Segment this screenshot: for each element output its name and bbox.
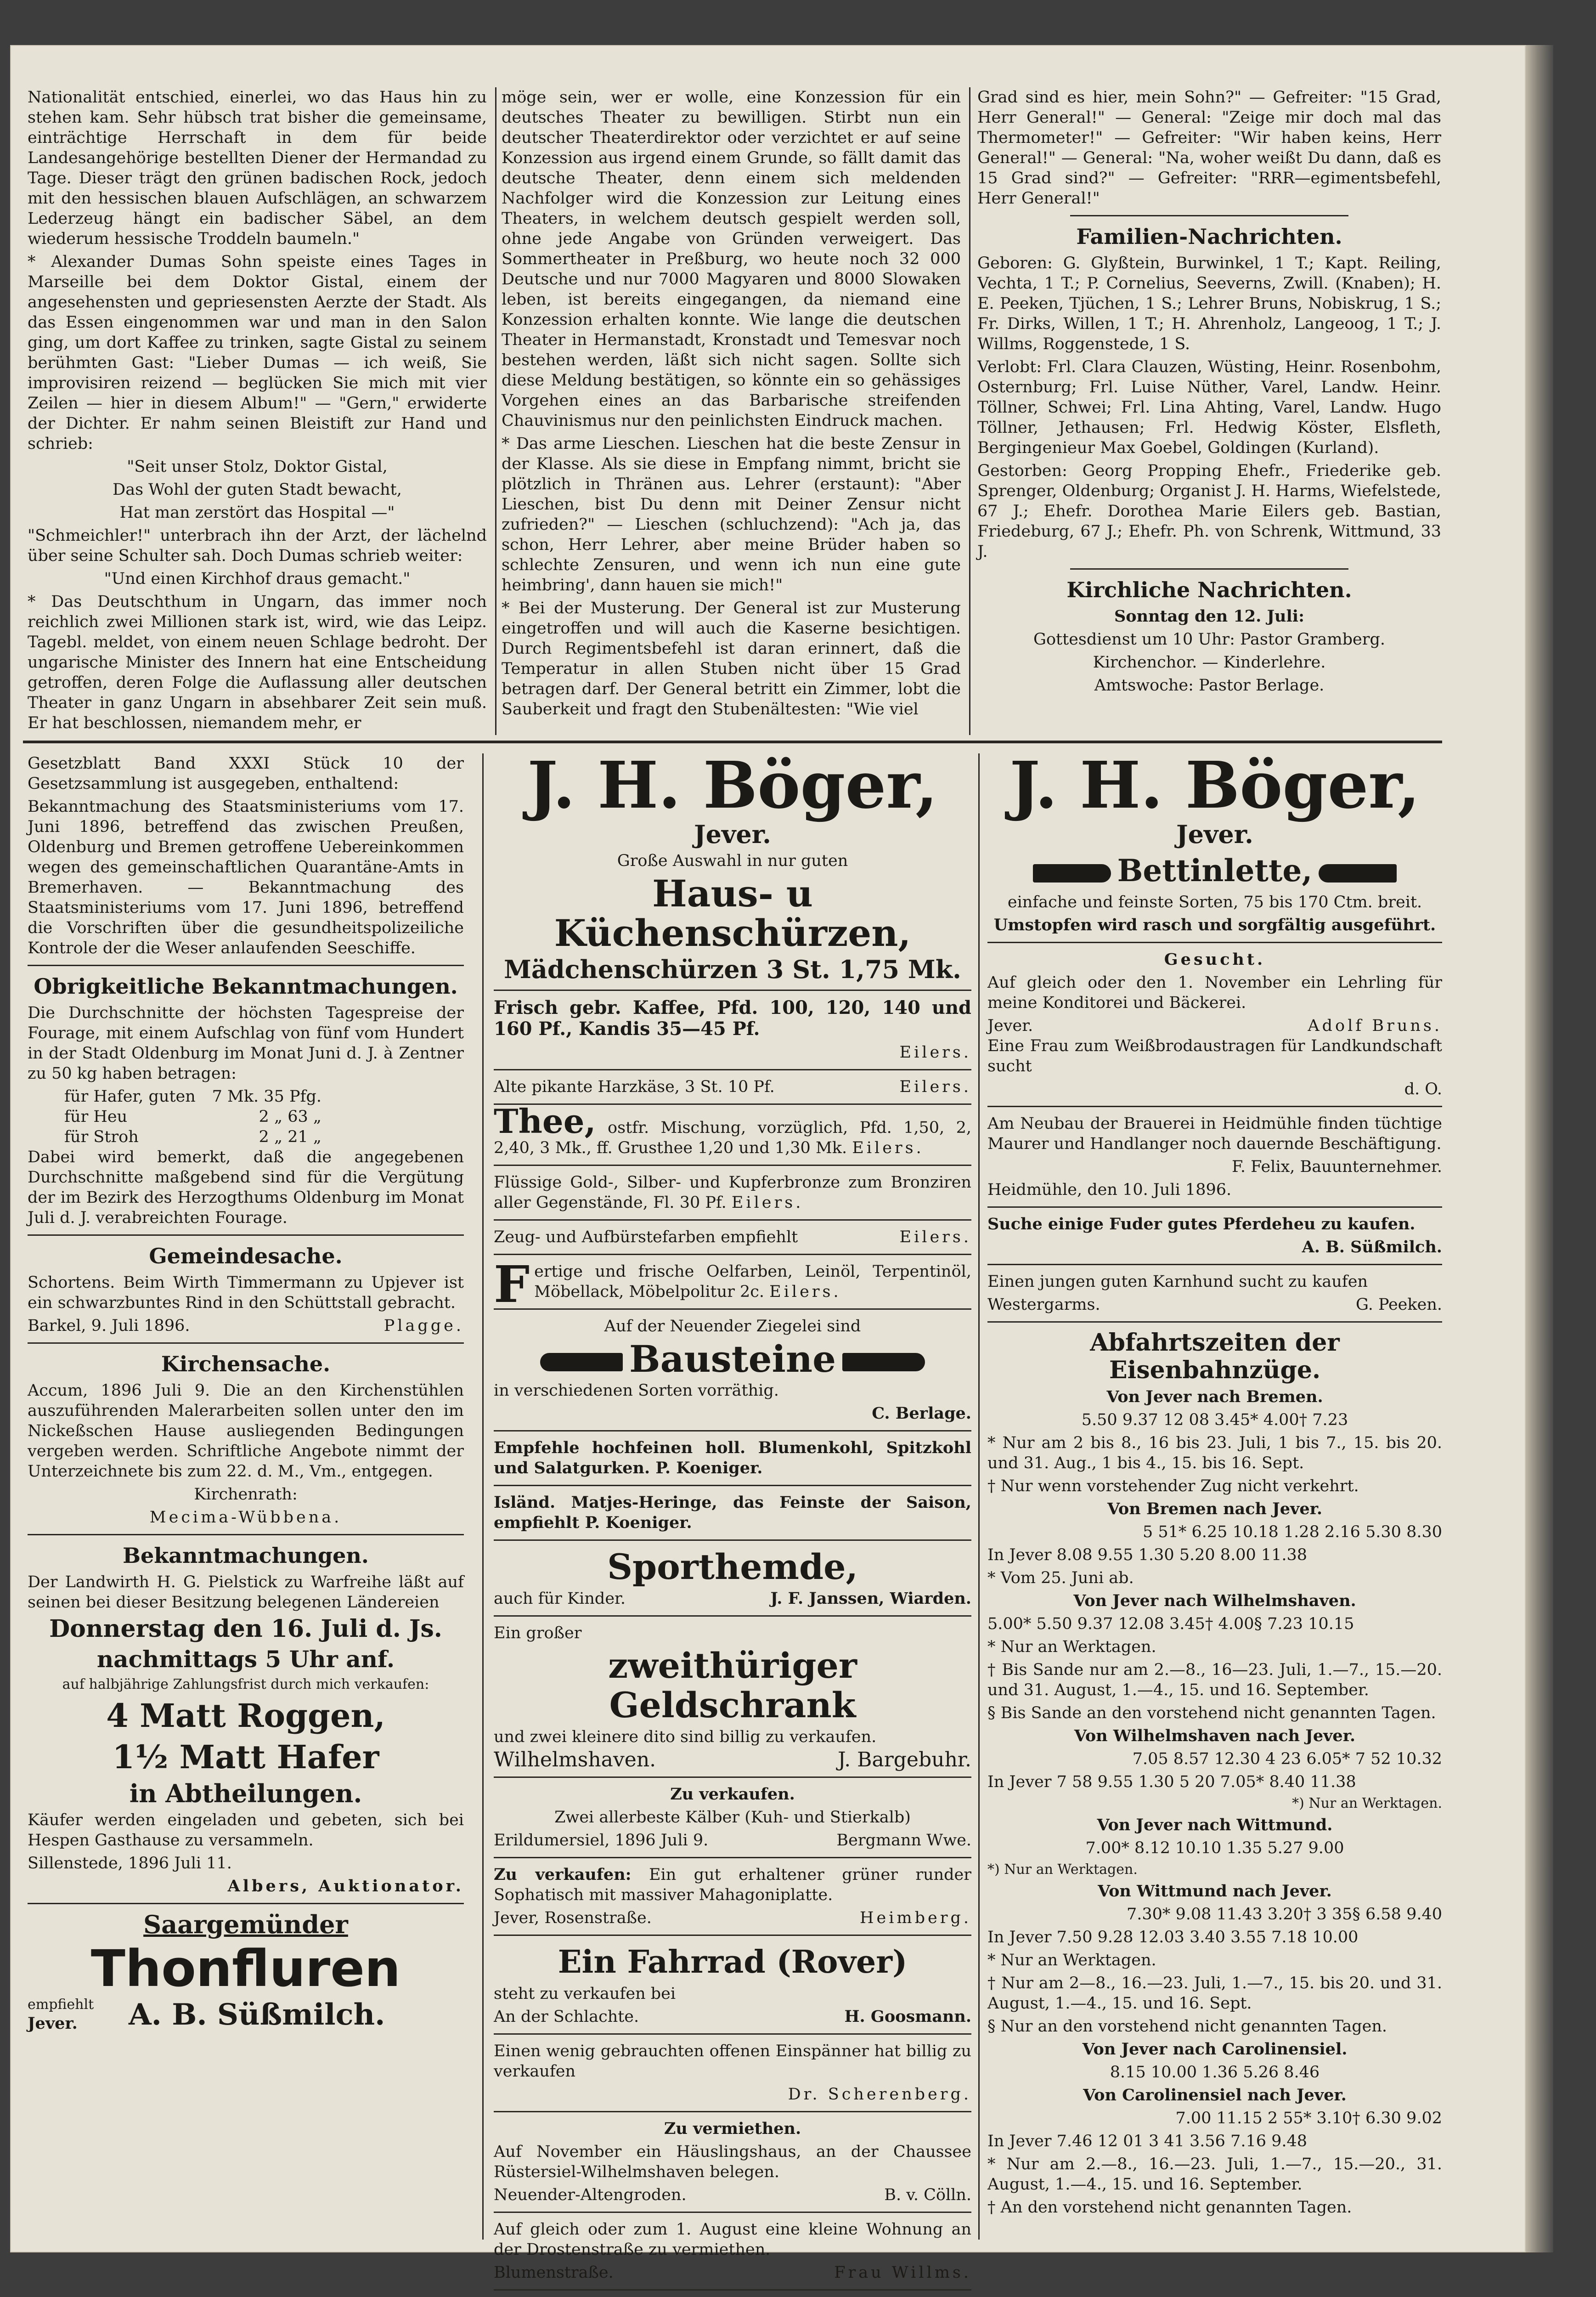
times: 5 51* 6.25 10.18 1.28 2.16 5.30 8.30	[1142, 1523, 1442, 1541]
divider	[494, 1539, 971, 1541]
official-notices-title: Obrigkeitliche Bekanntmachungen.	[34, 974, 458, 999]
bicycle-sign-row: An der Schlachte. H. Goosmann.	[494, 2007, 971, 2026]
church-news-title: Kirchliche Nachrichten.	[1066, 577, 1352, 602]
note: † Bis Sande nur am 2.—8., 16—23. Juli, 1.—7., 15.—20. und 31. August, 1.—4., 15. und 16. September.	[987, 1661, 1442, 1699]
column-divider	[969, 87, 970, 735]
times: 7.05 8.57 12.30 4 23 6.05* 7 52 10.32	[1132, 1750, 1442, 1768]
fodder-price-list	[28, 1086, 321, 1147]
divider	[494, 2033, 971, 2035]
bronze-ad: Flüssige Gold-, Silber- und Kupferbronze zum Bronziren aller Gegenstände, Fl. 30 Pf. Eilers.	[494, 1173, 971, 1212]
article-dumas-cont: "Schmeichler!" unterbrach ihn der Arzt, der lächelnd über seine Schulter sah. Doch Dumas schrieb weiter:	[28, 526, 487, 565]
article-dumas: * Alexander Dumas Sohn speiste eines Tages in Marseille bei dem Doktor Gistal, einem der angesehensten und gepriesensten Aerzte der Stadt. Als das Essen eingenommen war und man in den Salon ging, um dort Kaffee zu trinken, sagte Gistal zu seinem berühmten Gast: "Lieber Dumas — ich weiß, Sie improvisiren reizend — beglücken Sie mich mit vier Zeilen — hier in diesem Album!" — "Gern," erwiderte der Dichter. Er nahm seinen Bleistift zur Hand und schrieb:	[28, 253, 487, 453]
divider	[494, 2111, 971, 2112]
paint-ad: Fertige und frische Oelfarben, Leinöl, Terpentinöl, Möbellack, Möbelpolitur 2c. Eilers.	[494, 1255, 971, 1314]
auction-time: nachmittags 5 Uhr anf.	[96, 1646, 395, 1673]
route-jever-bremen: Von Jever nach Bremen.	[1106, 1387, 1323, 1406]
safe-heading: zweithüriger Geldschrank	[608, 1645, 857, 1726]
church-line-2: Kirchenchor. — Kinderlehre.	[1093, 653, 1326, 672]
auctioneer-sign: Albers, Auktionator.	[227, 1877, 464, 1895]
bicycle-body: steht zu verkaufen bei	[494, 1985, 676, 2003]
sport-shirts-row: auch für Kinder. J. F. Janssen, Wiarden.	[494, 1589, 971, 1608]
saargemuend-heading: Saargemünder	[143, 1910, 348, 1939]
dye-row: Zeug- und Aufbürstefarben empfiehlt Eilers.	[494, 1228, 971, 1246]
official-notices-body: Die Durchschnitte der höchsten Tagespreise der Fourage, mit einem Aufschlag von fünf vom Hundert in der Stadt Oldenburg im Monat Juni d. J. à Zentner zu 50 kg haben betragen:	[28, 1004, 464, 1083]
apprentice-ad: Auf gleich oder den 1. November ein Lehrling für meine Konditorei und Bäckerei.	[987, 973, 1442, 1012]
brewery-place: Heidmühle, den 10. Juli 1896.	[987, 1181, 1232, 1199]
church-council: Kirchenrath:	[194, 1485, 298, 1504]
tea-ad: Thee, ostfr. Mischung, vorzüglich, Pfd. 1,50, 2, 2,40, 3 Mk., ff. Grusthee 1,20 und 1,30 Mk. Eilers.	[494, 1102, 971, 1157]
divider	[494, 1219, 971, 1221]
route-jever-wittmund: Von Jever nach Wittmund.	[1097, 1816, 1333, 1834]
rye-lot: 4 Matt Roggen,	[106, 1697, 385, 1735]
divider	[494, 1776, 971, 1778]
arrival-times: In Jever 7.46 12 01 3 41 3.56 7.16 9.48	[987, 2132, 1308, 2150]
tiles-heading: Thonfluren	[90, 1939, 401, 1998]
note: † Nur am 2—8., 16.—23. Juli, 1.—7., 15. bis 20. und 31. August, 1.—4., 15. und 16. Sept.	[987, 1974, 1442, 2013]
divider	[494, 1485, 971, 1486]
article-theater: möge sein, wer er wolle, eine Konzession für ein deutsches Theater zu bewilligen. Stirbt nun ein deutscher Theaterdirektor oder verzichtet er auf seine Konzession aus irgend einem Grunde, so fällt damit das deutsche Theater, denn einem sich meldenden Nachfolger wird die Konzession zur Leitung eines Theaters, in welchem deutsch gespielt werden soll, ohne jede Angabe von Gründen verweigert. Das Sommertheater in Preßburg, wo heute noch 32 000 Deutsche und nur 7000 Magyaren und 8000 Slowaken leben, ist bereits eingegangen, da niemand eine Konzession erhalten konnte. Wie lange die deutschen Theater in Hermanstadt, Kronstadt und Temesvar noch bestehen werden, läßt sich nicht sagen. Sollte sich diese Meldung bestätigen, so könnte ein so gehässiges Vorgehen eines an das Barbarische streifenden Chauvinismus nur den peinlichsten Eindruck machen.	[502, 88, 961, 430]
divider	[494, 2289, 971, 2291]
auction-place: Sillenstede, 1896 Juli 11.	[28, 1854, 232, 1873]
hay-ad: Suche einige Fuder gutes Pferdeheu zu kaufen.	[987, 1215, 1416, 1233]
flat-ad: Auf gleich oder zum 1. August eine kleine Wohnung an der Drostenstraße zu vermiethen.	[494, 2220, 971, 2259]
divider	[494, 1069, 971, 1070]
announcements-title: Bekanntmachungen.	[123, 1543, 369, 1568]
boeger-town: Jever.	[694, 820, 771, 849]
carriage-ad: Einen wenig gebrauchten offenen Einspänner hat billig zu verkaufen	[494, 2042, 971, 2081]
note: † An den vorstehend nicht genannten Tagen.	[987, 2198, 1352, 2217]
column-divider	[495, 87, 496, 735]
ticking-body: einfache und feinste Sorten, 75 bis 170 Ctm. breit.	[1007, 893, 1422, 911]
community-sign-row: Barkel, 9. Juli 1896. Plagge.	[28, 1317, 464, 1335]
times: 5.50 9.37 12 08 3.45* 4.00† 7.23	[1081, 1411, 1348, 1429]
church-matter-title: Kirchensache.	[161, 1352, 331, 1376]
notices-column	[28, 753, 464, 2242]
bricks-seller: C. Berlage.	[872, 1404, 971, 1423]
coffee-ad: Frisch gebr. Kaffee, Pfd. 100, 120, 140 und 160 Pf., Kandis 35—45 Pf.	[494, 997, 971, 1040]
calves-title: Zu verkaufen.	[670, 1785, 795, 1804]
calves-sign-row: Erildumersiel, 1896 Juli 9. Bergmann Wwe.	[494, 1831, 971, 1850]
divider	[28, 1342, 464, 1344]
note: * Nur an Werktagen.	[987, 1951, 1156, 1969]
bread-ad: Eine Frau zum Weißbrodaustragen für Landkundschaft sucht	[987, 1037, 1442, 1075]
route-wilhelmshaven-jever: Von Wilhelmshaven nach Jever.	[1074, 1726, 1356, 1745]
price-row: für Hafer, guten 7 Mk. 35 Pfg.	[64, 1087, 321, 1106]
carriage-sign: Dr. Scherenberg.	[788, 2085, 971, 2104]
times: 7.00* 8.12 10.10 1.35 5.27 9.00	[1085, 1839, 1344, 1857]
auction-divisions: in Abtheilungen.	[129, 1779, 362, 1808]
top-column-3	[977, 87, 1441, 735]
auction-date: Donnerstag den 16. Juli d. Js.	[49, 1615, 442, 1643]
boeger-town: Jever.	[1176, 820, 1253, 849]
community-title: Gemeindesache.	[149, 1244, 343, 1268]
law-gazette-intro: Gesetzblatt Band XXXI Stück 10 der Gesetzsammlung ist ausgegeben, enthaltend:	[28, 754, 464, 793]
divider	[28, 965, 464, 966]
ticking-heading: Bettinlette,	[987, 851, 1442, 890]
bread-sign: d. O.	[1404, 1080, 1442, 1098]
top-column-1	[28, 87, 487, 730]
divider	[494, 2212, 971, 2213]
dog-sign-row: Westergarms. G. Peeken.	[987, 1296, 1442, 1314]
divider	[494, 990, 971, 991]
poem-line-3: Hat man zerstört das Hospital —"	[119, 504, 395, 522]
divider	[1070, 568, 1348, 570]
divider	[987, 1106, 1442, 1107]
times: 7.00 11.15 2 55* 3.10† 6.30 9.02	[1175, 2109, 1442, 2127]
town-label: Jever.	[28, 2014, 78, 2033]
article-musterung: * Bei der Musterung. Der General ist zur Musterung eingetroffen und will auch die Kaserne besichtigen. Durch Regimentsbefehl ist daran erinnert, daß die Temperatur in allen Stuben nicht über 15 Grad betragen darf. Der General betritt ein Zimmer, lobt die Sauberkeit und fragt den Stubenältesten: "Wie viel	[502, 599, 961, 719]
route-jever-carolinensiel: Von Jever nach Carolinensiel.	[1082, 2040, 1348, 2059]
note: † Nur wenn vorstehender Zug nicht verkehrt.	[987, 1477, 1359, 1495]
note: § Nur an den vorstehend nicht genannten Tagen.	[987, 2017, 1387, 2036]
oats-lot: 1½ Matt Hafer	[112, 1738, 379, 1776]
church-line-3: Amtswoche: Pastor Berlage.	[1094, 676, 1325, 695]
harz-row: Alte pikante Harzkäse, 3 St. 10 Pf. Eilers.	[494, 1078, 971, 1096]
divider	[28, 1534, 464, 1535]
column-divider	[978, 753, 980, 2240]
ads-column-right	[987, 748, 1442, 2242]
rent-title: Zu vermiethen.	[664, 2119, 801, 2138]
apprentice-sign-row: Jever. Adolf Bruns.	[987, 1017, 1442, 1035]
divider	[987, 942, 1442, 943]
divider	[28, 1903, 464, 1904]
times: 5.00* 5.50 9.37 12.08 3.45† 4.00§ 7.23 10.15	[987, 1615, 1354, 1633]
poem-line-4: "Und einen Kirchhof draus gemacht."	[104, 570, 411, 588]
arrival-times: In Jever 7.50 9.28 12.03 3.40 3.55 7.18 10.00	[987, 1928, 1359, 1946]
wanted-title: Gesucht.	[1164, 950, 1266, 969]
recommends-label: empfiehlt	[28, 1997, 94, 2013]
note: * Nur am 2 bis 8., 16 bis 23. Juli, 1 bis 7., 15. bis 20. und 31. Aug., 1 bis 4., 15. bis 16. Sept.	[987, 1434, 1442, 1472]
article-musterung-cont: Grad sind es hier, mein Sohn?" — Gefreiter: "15 Grad, Herr General!" — General: "Zeige mir doch mal das Thermometer!" — Gefreiter: "Wir haben keins, Herr General!" — General: "Na, woher weißt Du dann, daß es 15 Grad sind?" — Gefreiter: "RRR—egimentsbefehl, Herr General!"	[977, 88, 1441, 208]
rent-sign-row: Neuender-Altengroden. B. v. Cölln.	[494, 2186, 971, 2204]
bicycle-heading: Ein Fahrrad (Rover)	[558, 1944, 908, 1980]
family-engaged: Verlobt: Frl. Clara Clauzen, Wüsting, Heinr. Rosenbohm, Osternburg; Frl. Luise Nüther, Varel, Landw. Heinr. Töllner, Schwei; Frl. Lina Ahting, Varel, Landw. Hugo Töllner, Jethausen; Frl. Hedwig Köster, Elsfleth, Bergingenieur Max Goebel, Goldingen (Kurland).	[977, 358, 1441, 457]
pointing-hand-icon	[540, 1353, 623, 1371]
law-gazette-body: Bekanntmachung des Staatsministeriums vom 17. Juni 1896, betreffend das zwischen Preußen, Oldenburg und Bremen getroffene Uebereinkommen wegen des gemeinschaftlichen Quarantäne-Amts in Bremerhaven. — Bekanntmachung des Staatsministeriums vom 17. Juni 1896, betreffend die Vorschriften über die gesundheitspolizeiliche Kontrole der die Weser anlaufenden Seeschiffe.	[28, 798, 464, 957]
herring-ad: Isländ. Matjes-Heringe, das Feinste der Saison, empfiehlt P. Koeniger.	[494, 1493, 971, 1532]
church-matter-body: Accum, 1896 Juli 9. Die an den Kirchenstühlen auszuführenden Malerarbeiten sollen unter den im Nickeßschen Hause ausliegenden Bedingungen vergeben werden. Schriftliche Angebote nimmt der Unterzeichnete bis zum 22. d. M., Vm., entgegen.	[28, 1381, 464, 1481]
cauliflower-ad: Empfehle hochfeinen holl. Blumenkohl, Spitzkohl und Salatgurken. P. Koeniger.	[494, 1438, 971, 1477]
divider	[494, 1430, 971, 1431]
note: *) Nur an Werktagen.	[1292, 1795, 1442, 1811]
ads-column-middle	[494, 748, 971, 2282]
divider	[987, 1264, 1442, 1265]
bricks-heading: Bausteine	[494, 1339, 971, 1379]
note: § Bis Sande an den vorstehend nicht genannten Tagen.	[987, 1704, 1436, 1722]
arrival-times: In Jever 7 58 9.55 1.30 5 20 7.05* 8.40 11.38	[987, 1773, 1356, 1791]
column-divider	[482, 753, 484, 2240]
drop-cap: F	[494, 1255, 530, 1314]
aprons-heading: Haus- u Küchenschürzen,	[554, 872, 911, 955]
dog-ad: Einen jungen guten Karnhund sucht zu kaufen	[987, 1273, 1368, 1291]
note: * Nur an Werktagen.	[987, 1638, 1156, 1656]
times: 8.15 10.00 1.36 5.26 8.46	[1110, 2063, 1320, 2082]
arrival-times: In Jever 8.08 9.55 1.30 5.20 8.00 11.38	[987, 1546, 1308, 1564]
route-jever-wilhelmshaven: Von Jever nach Wilhelmshaven.	[1073, 1591, 1356, 1610]
merchant-name: A. B. Süßmilch.	[129, 1997, 385, 2032]
restuffing: Umstopfen wird rasch und sorgfältig ausgeführt.	[993, 916, 1436, 934]
bricks-sorts: in verschiedenen Sorten vorräthig.	[494, 1381, 779, 1400]
divider	[494, 1935, 971, 1936]
tiles-footer	[28, 1996, 464, 2034]
table-ad: Zu verkaufen: Ein gut erhaltener grüner runder Sophatisch mit massiver Mahagoniplatte.	[494, 1865, 971, 1904]
girls-aprons: Mädchenschürzen 3 St. 1,75 Mk.	[504, 955, 961, 984]
family-news-title: Familien-Nachrichten.	[1076, 224, 1342, 249]
divider	[28, 1234, 464, 1236]
divider	[494, 1308, 971, 1310]
divider	[494, 1165, 971, 1166]
pointing-hand-icon	[1033, 864, 1111, 883]
poem-line-2: Das Wohl der guten Stadt bewacht,	[113, 481, 402, 499]
safe-body: und zwei kleinere dito sind billig zu verkaufen.	[494, 1728, 877, 1746]
article-lieschen: * Das arme Lieschen. Lieschen hat die beste Zensur in der Klasse. Als sie diese in Empfang nimmt, bricht sie plötzlich in Thränen aus. Lehrer (erstaunt): "Aber Lieschen, bist Du denn mit Deiner Zensur nicht zufrieden?" — Lieschen (schluchzend): "Ach ja, das schon, Herr Lehrer, aber meine Brüder haben so schlechte Zensuren, und wenn ich nun eine gute heimbring', dann hauen sie mich!"	[502, 435, 961, 594]
sport-shirts-heading: Sporthemde,	[607, 1546, 858, 1587]
pointing-hand-icon	[842, 1353, 925, 1371]
brewery-ad: Am Neubau der Brauerei in Heidmühle finden tüchtige Maurer und Handlanger noch dauernde Beschäftigung.	[987, 1115, 1442, 1153]
selection-label: Große Auswahl in nur guten	[617, 852, 848, 870]
community-body: Schortens. Beim Wirth Timmermann zu Upjever ist ein schwarzbuntes Rind in den Schüttstall gebracht.	[28, 1273, 464, 1312]
safe-intro: Ein großer	[494, 1624, 582, 1642]
price-row: für Stroh 2 „ 21 „	[64, 1128, 321, 1146]
auction-intro: Der Landwirth H. G. Pielstick zu Warfreihe läßt auf seinen bei dieser Besitzung belegenen Ländereien	[28, 1573, 464, 1612]
rent-body: Auf November ein Häuslingshaus, an der Chaussee Rüstersiel-Wilhelmshaven belegen.	[494, 2143, 971, 2181]
top-column-2	[502, 87, 961, 730]
divider	[987, 1321, 1442, 1323]
note: * Vom 25. Juni ab.	[987, 1569, 1134, 1587]
church-line-1: Gottesdienst um 10 Uhr: Pastor Gramberg.	[1033, 630, 1385, 649]
flat-sign-row: Blumenstraße. Frau Willms.	[494, 2263, 971, 2282]
family-born: Geboren: G. Glyßtein, Burwinkel, 1 T.; Kapt. Reiling, Vechta, 1 T.; P. Cornelius, Seeverns, Zwill. (Knaben); H. E. Peeken, Tjüchen, 1 S.; Lehrer Bruns, Nobiskrug, 1 S.; Fr. Dirks, Willen, 1 T.; H. Ahrenholz, Langeoog, 1 T.; J. Willms, Roggenstede, 1 S.	[977, 254, 1441, 353]
article-deutschthum: * Das Deutschthum in Ungarn, das immer noch reichlich zwei Millionen stark ist, wird, wie das Leipz. Tagebl. meldet, von einem neuen Schlage bedroht. Der ungarische Minister des Innern hat eine Entscheidung getroffen, deren Folge die Auflassung aller deutschen Theater in ganz Ungarn in absehbarer Zeit sein muß. Er hat beschlossen, niemandem mehr, er	[28, 593, 487, 732]
divider	[494, 1615, 971, 1617]
note: * Nur am 2.—8., 16.—23. Juli, 1.—7., 15.—20., 31. August, 1.—4., 15. und 16. September.	[987, 2155, 1442, 2194]
auction-terms: auf halbjährige Zahlungsfrist durch mich verkaufen:	[62, 1676, 429, 1692]
route-carolinensiel-jever: Von Carolinensiel nach Jever.	[1083, 2086, 1347, 2105]
note: *) Nur an Werktagen.	[987, 1861, 1138, 1878]
coffee-seller: Eilers.	[899, 1043, 971, 1062]
boeger-name: J. H. Böger,	[1009, 748, 1420, 823]
boeger-name: J. H. Böger,	[527, 748, 938, 823]
times: 7.30* 9.08 11.43 3.20† 3 35§ 6.58 9.40	[1126, 1905, 1442, 1924]
railway-title: Abfahrtszeiten der Eisenbahnzüge.	[1090, 1329, 1340, 1384]
article-nationality: Nationalität entschied, einerlei, wo das Haus hin zu stehen kam. Sehr hübsch trat bisher die gemeinsame, einträchtige Herrschaft in dem für beide Landesangehörige bestellten Diener der Hermandad zu Tage. Dieser trägt den grünen badischen Rock, jedoch mit den hessischen blauen Aufschlägen, an schwarzem Lederzeug hängt ein badischer Säbel, an dem wiederum hessische Troddeln baumeln."	[28, 88, 487, 248]
price-row: für Heu 2 „ 63 „	[64, 1108, 321, 1126]
divider	[494, 1857, 971, 1858]
church-date: Sonntag den 12. Juli:	[1114, 607, 1304, 626]
calves-body: Zwei allerbeste Kälber (Kuh- und Stierkalb)	[554, 1808, 911, 1827]
auction-buyers: Käufer werden eingeladen und gebeten, sich bei Hespen Gasthause zu versammeln.	[28, 1811, 464, 1850]
section-divider	[23, 741, 1442, 743]
official-notices-tail: Dabei wird bemerkt, daß die angegebenen Durchschnitte maßgebend sind für die Vergütung der im Bezirk des Herzogthums Oldenburg im Monat Juli d. J. verabreichten Fourage.	[28, 1148, 464, 1227]
page-edge	[1526, 45, 1553, 2252]
table-sign-row: Jever, Rosenstraße. Heimberg.	[494, 1909, 971, 1927]
route-wittmund-jever: Von Wittmund nach Jever.	[1098, 1882, 1332, 1901]
divider	[494, 1254, 971, 1255]
divider	[987, 1206, 1442, 1208]
church-council-sign: Mecima-Wübbena.	[149, 1508, 342, 1527]
brickworks-intro: Auf der Neuender Ziegelei sind	[604, 1317, 861, 1335]
route-bremen-jever: Von Bremen nach Jever.	[1107, 1499, 1323, 1518]
family-deceased: Gestorben: Georg Propping Ehefr., Friederike geb. Sprenger, Oldenburg; Organist J. H. Harms, Wiefelstede, 67 J.; Ehefr. Dorothea Marie Eilers geb. Bastian, Friedeburg, 67 J.; Ehefr. Ph. von Schrenk, Wittmund, 33 J.	[977, 462, 1441, 561]
poem-line-1: "Seit unser Stolz, Doktor Gistal,	[127, 458, 388, 476]
pointing-hand-icon	[1319, 864, 1397, 883]
hay-sign: A. B. Süßmilch.	[1302, 1238, 1442, 1256]
divider	[1070, 215, 1348, 216]
brewery-sign: F. Felix, Bauunternehmer.	[1232, 1158, 1442, 1176]
safe-seller-row: Wilhelmshaven. J. Bargebuhr.	[494, 1748, 971, 1771]
